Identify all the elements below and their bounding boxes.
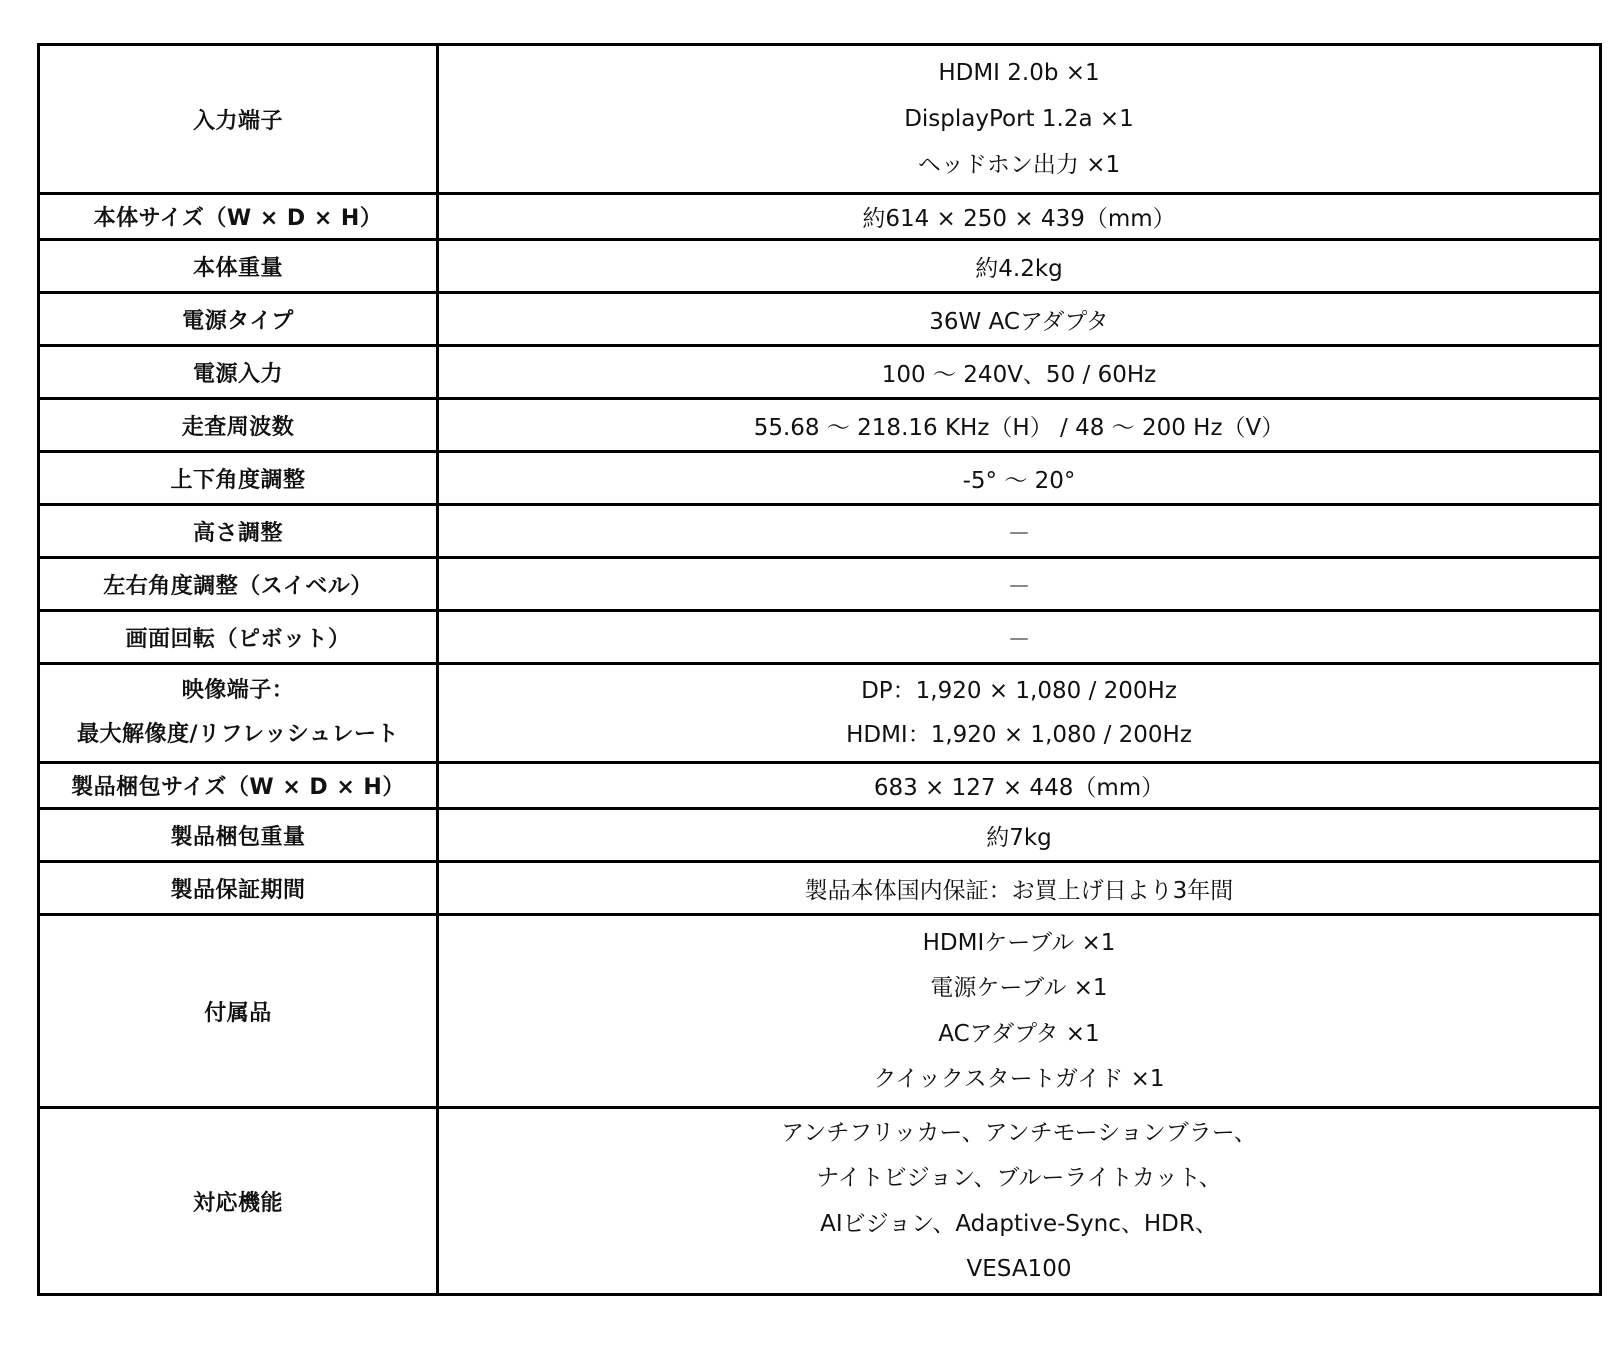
- row-label: [39, 346, 438, 399]
- row-value: [438, 293, 1601, 346]
- value-line: HDMI：1,920 × 1,080 / 200Hz: [846, 722, 1192, 748]
- row-label: [39, 399, 438, 452]
- value-line: 100 ～ 240V、50 / 60Hz: [881, 361, 1157, 388]
- table-row: [39, 809, 1601, 862]
- value-line: ACアダプタ ×1: [938, 1021, 1100, 1047]
- row-label: [39, 452, 438, 505]
- row-value: [438, 809, 1601, 862]
- table-row: [39, 399, 1601, 452]
- row-label: [39, 763, 438, 809]
- value-line: AIビジョン、Adaptive-Sync、HDR、: [820, 1211, 1218, 1237]
- table-row: [39, 505, 1601, 558]
- table-row: [39, 611, 1601, 664]
- row-value: [438, 763, 1601, 809]
- value-line: 約7kg: [986, 824, 1052, 851]
- row-value: [438, 915, 1601, 1108]
- label-line: 上下角度調整: [170, 467, 306, 493]
- value-line: アンチフリッカー、アンチモーションブラー、: [781, 1120, 1257, 1146]
- label-line: 本体サイズ（W × D × H）: [93, 206, 383, 231]
- value-line: 約4.2kg: [975, 255, 1063, 282]
- label-line: 高さ調整: [192, 520, 283, 546]
- row-label: [39, 505, 438, 558]
- value-line: HDMIケーブル ×1: [922, 930, 1116, 956]
- row-label: [39, 862, 438, 915]
- row-value: [438, 558, 1601, 611]
- row-label: [39, 45, 438, 194]
- row-label: [39, 1108, 438, 1295]
- value-line: －: [1007, 573, 1031, 600]
- row-value: [438, 240, 1601, 293]
- value-line: クイックスタートガイド ×1: [873, 1066, 1165, 1092]
- value-line: DisplayPort 1.2a ×1: [904, 106, 1134, 132]
- table-row: [39, 452, 1601, 505]
- table-row: [39, 240, 1601, 293]
- table-row: [39, 1108, 1601, 1295]
- value-line: 約614 × 250 × 439（mm）: [862, 206, 1176, 232]
- label-line: 入力端子: [192, 108, 283, 134]
- table-row: [39, 194, 1601, 240]
- label-line: 本体重量: [192, 255, 283, 281]
- row-label: [39, 558, 438, 611]
- label-line: 製品保証期間: [170, 877, 306, 903]
- value-line: －: [1007, 626, 1031, 653]
- value-line: ヘッドホン出力 ×1: [917, 152, 1121, 178]
- label-line: 画面回転（ピボット）: [125, 626, 351, 652]
- value-line: 36W ACアダプタ: [929, 308, 1109, 335]
- row-value: [438, 862, 1601, 915]
- row-value: [438, 346, 1601, 399]
- value-line: -5° ～ 20°: [962, 467, 1076, 494]
- label-line: 対応機能: [192, 1190, 283, 1216]
- table-row: [39, 45, 1601, 194]
- row-value: [438, 194, 1601, 240]
- table-row: [39, 664, 1601, 763]
- value-line: 製品本体国内保証：お買上げ日より3年間: [804, 877, 1234, 904]
- row-value: [438, 611, 1601, 664]
- row-label: [39, 809, 438, 862]
- row-label: [39, 240, 438, 293]
- value-line: 55.68 ～ 218.16 KHz（H） / 48 ～ 200 Hz（V）: [753, 414, 1285, 441]
- row-value: [438, 664, 1601, 763]
- label-line: 製品梱包サイズ（W × D × H）: [71, 775, 405, 800]
- table-row: [39, 346, 1601, 399]
- label-line: 付属品: [204, 1000, 272, 1026]
- label-line: 最大解像度/リフレッシュレート: [77, 722, 399, 747]
- row-value: [438, 45, 1601, 194]
- row-value: [438, 399, 1601, 452]
- value-line: 電源ケーブル ×1: [930, 975, 1108, 1001]
- spec-table: [37, 43, 1602, 1296]
- row-label: [39, 664, 438, 763]
- label-line: 電源入力: [192, 361, 283, 387]
- row-value: [438, 452, 1601, 505]
- value-line: HDMI 2.0b ×1: [938, 60, 1100, 86]
- label-line: 製品梱包重量: [170, 824, 306, 850]
- row-value: [438, 505, 1601, 558]
- row-label: [39, 194, 438, 240]
- table-row: [39, 862, 1601, 915]
- row-label: [39, 915, 438, 1108]
- value-line: VESA100: [966, 1256, 1072, 1282]
- row-label: [39, 611, 438, 664]
- row-label: [39, 293, 438, 346]
- table-row: [39, 293, 1601, 346]
- value-line: ナイトビジョン、ブルーライトカット、: [816, 1165, 1222, 1191]
- row-value: [438, 1108, 1601, 1295]
- table-row: [39, 558, 1601, 611]
- value-line: －: [1007, 520, 1031, 547]
- label-line: 映像端子：: [181, 678, 295, 703]
- value-line: DP：1,920 × 1,080 / 200Hz: [861, 678, 1177, 704]
- value-line: 683 × 127 × 448（mm）: [873, 775, 1165, 801]
- label-line: 電源タイプ: [182, 308, 294, 334]
- label-line: 左右角度調整（スイベル）: [103, 573, 373, 599]
- label-line: 走査周波数: [181, 414, 295, 440]
- table-row: [39, 763, 1601, 809]
- table-row: [39, 915, 1601, 1108]
